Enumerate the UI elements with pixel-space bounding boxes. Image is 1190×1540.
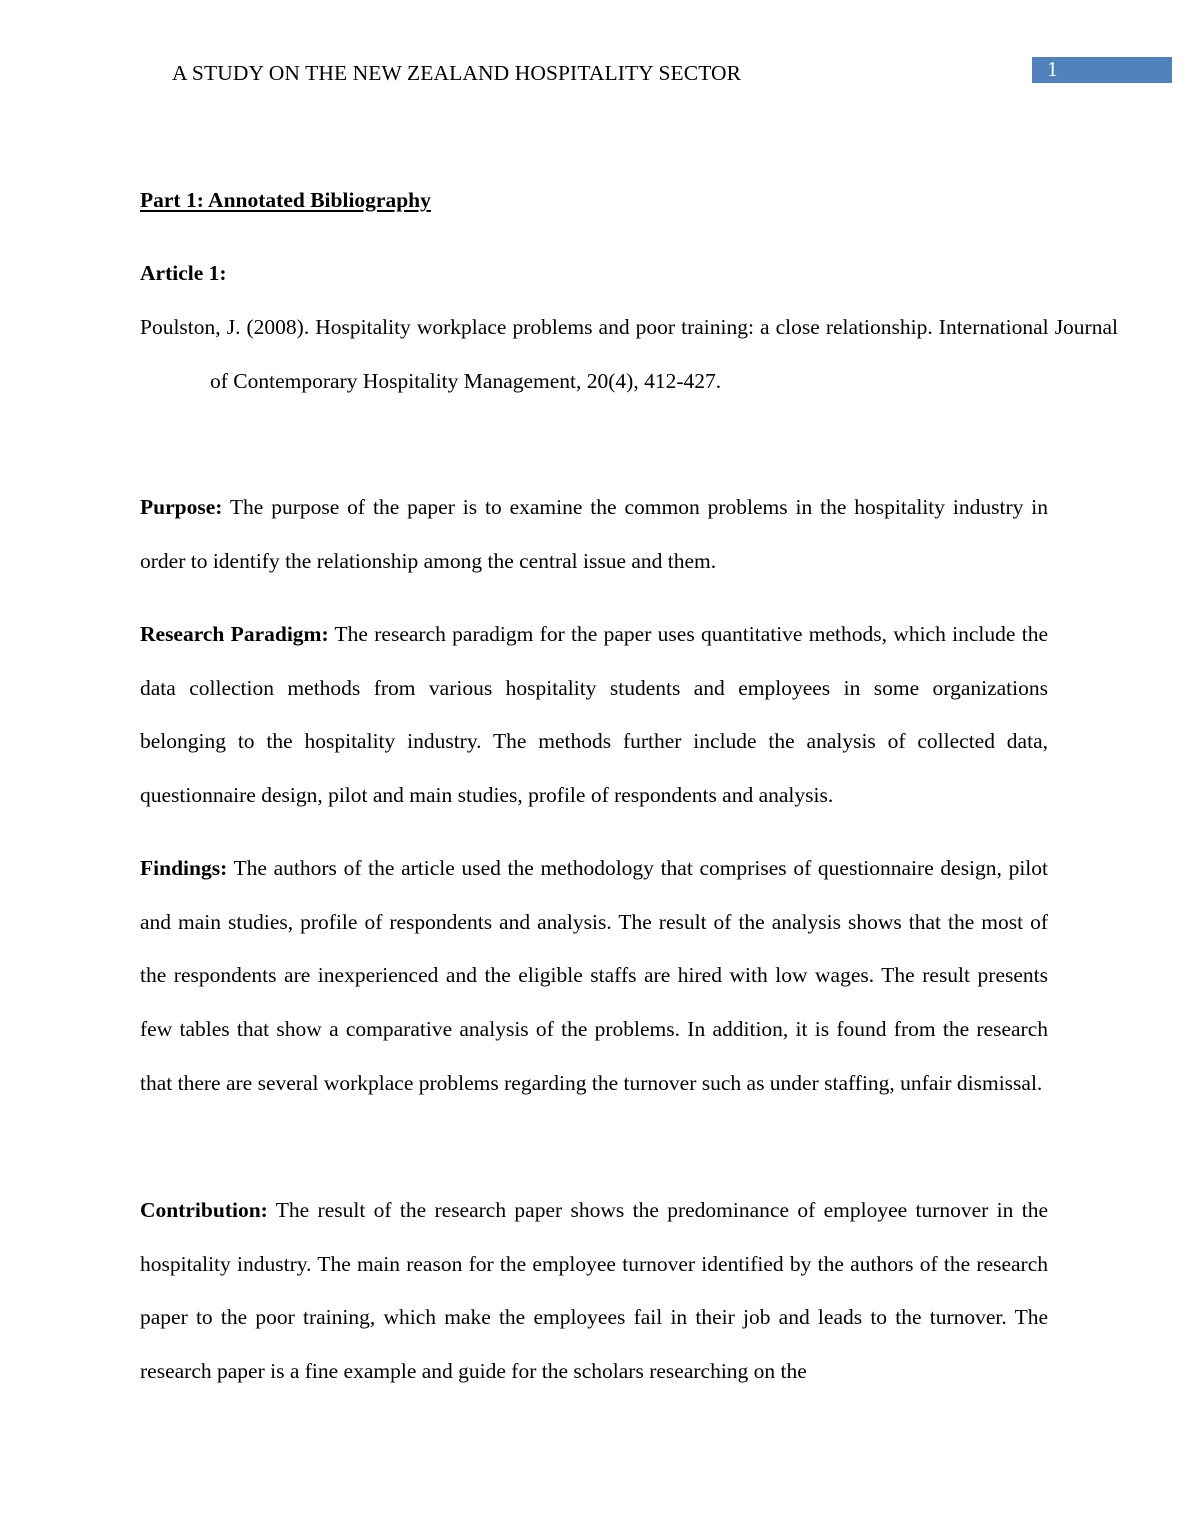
- findings-text: The authors of the article used the methodology that comprises of questionnaire design, pilot and main studies, profile of respondents and analysis. The result of the analysis shows that the most of the respondents are inexperienced and the eligible staffs are hired with low wages. The result presents few tables that show a comparative analysis of the problems. In addition, it is found from the research that there are several workplace problems regarding the turnover such as under staffing, unfair dismissal.: [140, 856, 1048, 1095]
- findings-label: Findings:: [140, 856, 228, 880]
- purpose-label: Purpose:: [140, 495, 223, 519]
- page-number: 1: [1047, 57, 1058, 81]
- findings-paragraph: [140, 842, 1048, 1111]
- purpose-text: The purpose of the paper is to examine the common problems in the hospitality industry in order to identify the relationship among the central issue and them.: [140, 495, 1048, 573]
- section-title-text: Part 1: Annotated Bibliography: [140, 188, 431, 212]
- contribution-paragraph: [140, 1184, 1048, 1399]
- running-head: A STUDY ON THE NEW ZEALAND HOSPITALITY SECTOR: [172, 61, 742, 85]
- research-paradigm-text: The research paradigm for the paper uses quantitative methods, which include the data collection methods from various hospitality students and employees in some organizations belonging to the hospitality industry. The methods further include the analysis of collected data, questionnaire design, pilot and main studies, profile of respondents and analysis.: [140, 622, 1049, 808]
- page-number-badge: [1032, 57, 1172, 83]
- contribution-text: The result of the research paper shows the predominance of employee turnover in the hospitality industry. The main reason for the employee turnover identified by the authors of the research paper to the poor training, which make the employees fail in their job and leads to the turnover. The research paper is a fine example and guide for the scholars researching on the: [140, 1198, 1048, 1384]
- article-title: Article 1:: [140, 261, 227, 285]
- research-paradigm-label: Research Paradigm:: [140, 622, 329, 646]
- research-paradigm-paragraph: [140, 608, 1048, 823]
- section-title: [140, 174, 1048, 228]
- contribution-label: Contribution:: [140, 1198, 268, 1222]
- purpose-paragraph: [140, 481, 1048, 588]
- citation: Poulston, J. (2008). Hospitality workplace problems and poor training: a close relationship. International Journal of Contemporary Hospitality Management, 20(4), 412-427.: [140, 315, 1118, 393]
